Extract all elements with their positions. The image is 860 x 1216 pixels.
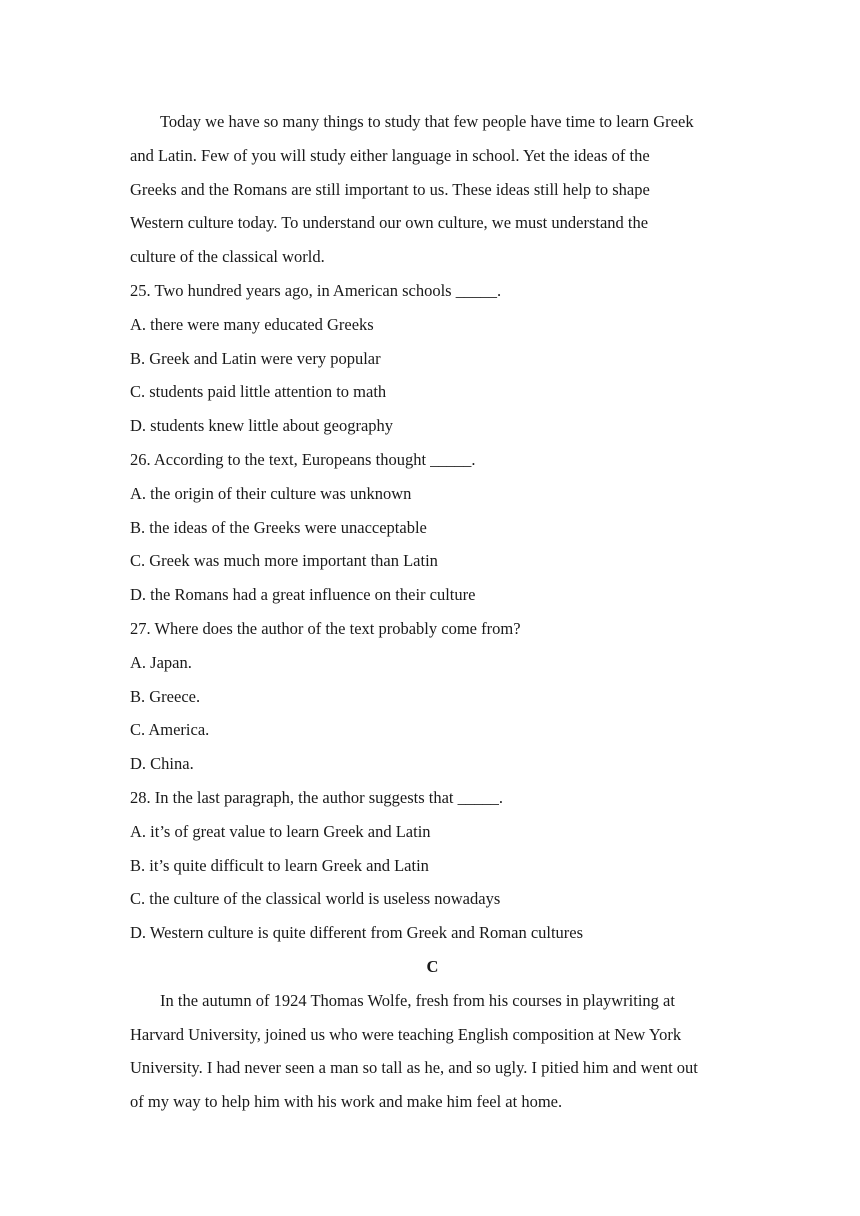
paragraph-line: Harvard University, joined us who were teaching English composition at New York: [130, 1024, 682, 1044]
page-content: [130, 105, 735, 1119]
answer-option: B. Greek and Latin were very popular: [130, 348, 381, 368]
passage-paragraph: [130, 105, 735, 274]
answer-option: B. the ideas of the Greeks were unacceptable: [130, 517, 427, 537]
answer-option: A. Japan.: [130, 652, 192, 672]
question-stem: 25. Two hundred years ago, in American schools _____.: [130, 280, 502, 300]
answer-option: A. there were many educated Greeks: [130, 314, 374, 334]
answer-option: C. Greek was much more important than Latin: [130, 551, 438, 571]
answer-option: B. it’s quite difficult to learn Greek and Latin: [130, 855, 429, 875]
answer-option: D. students knew little about geography: [130, 416, 394, 436]
question-28: [130, 781, 735, 950]
question-25: [130, 274, 735, 443]
answer-option: C. students paid little attention to math: [130, 382, 387, 402]
answer-option: C. America.: [130, 720, 210, 740]
paragraph-line: and Latin. Few of you will study either language in school. Yet the ideas of the: [130, 145, 650, 165]
question-stem: 27. Where does the author of the text probably come from?: [130, 618, 521, 638]
answer-option: D. the Romans had a great influence on their culture: [130, 585, 476, 605]
answer-option: A. the origin of their culture was unknown: [130, 483, 412, 503]
answer-option: D. Western culture is quite different from Greek and Roman cultures: [130, 923, 584, 943]
paragraph-line: Today we have so many things to study that few people have time to learn Greek: [160, 112, 694, 131]
paragraph-line: In the autumn of 1924 Thomas Wolfe, fresh from his courses in playwriting at: [160, 990, 675, 1010]
answer-option: B. Greece.: [130, 686, 201, 706]
paragraph-line: Greeks and the Romans are still important to us. These ideas still help to shape: [130, 179, 650, 199]
question-stem: 26. According to the text, Europeans thought _____.: [130, 449, 476, 469]
question-stem: 28. In the last paragraph, the author suggests that _____.: [130, 787, 503, 807]
paragraph-line: of my way to help him with his work and make him feel at home.: [130, 1092, 563, 1112]
paragraph-line: Western culture today. To understand our own culture, we must understand the: [130, 213, 649, 233]
paragraph-line: University. I had never seen a man so tall as he, and so ugly. I pitied him and went out: [130, 1058, 698, 1078]
paragraph-line: culture of the classical world.: [130, 247, 325, 267]
answer-option: C. the culture of the classical world is useless nowadays: [130, 889, 501, 909]
question-27: [130, 612, 735, 781]
question-26: [130, 443, 735, 612]
answer-option: D. China.: [130, 754, 194, 774]
answer-option: A. it’s of great value to learn Greek and Latin: [130, 821, 431, 841]
section-heading: C: [426, 956, 439, 976]
section-c-paragraph: [130, 984, 735, 1119]
